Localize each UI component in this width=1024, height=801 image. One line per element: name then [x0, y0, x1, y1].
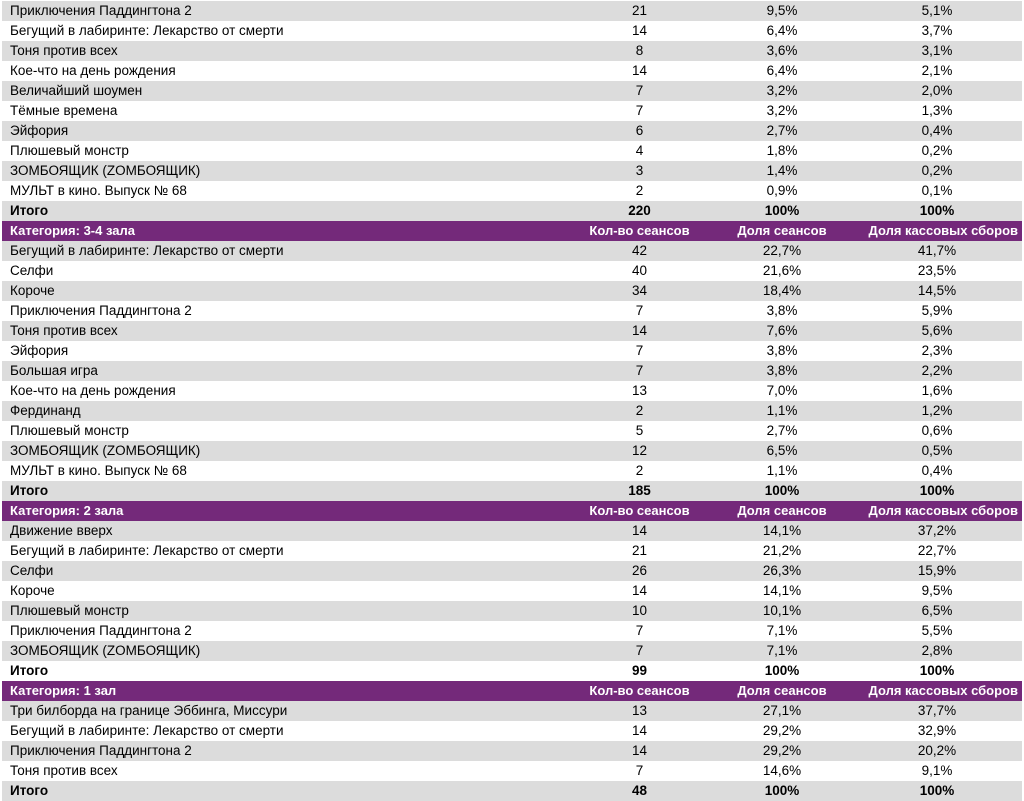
sessions-count: 40 — [631, 263, 648, 278]
table-row — [2, 421, 1022, 441]
column-header-sessions: Кол-во сеансов — [589, 503, 690, 518]
session-share: 7,6% — [766, 323, 798, 338]
session-share: 27,1% — [762, 703, 802, 718]
session-share: 7,0% — [766, 383, 798, 398]
session-share: 3,8% — [766, 343, 798, 358]
table-row — [2, 261, 1022, 281]
box-office-share: 41,7% — [917, 243, 957, 258]
session-share: 7,1% — [766, 643, 798, 658]
film-title: Большая игра — [10, 363, 98, 378]
film-title: ЗОМБОЯЩИК (ZОМБОЯЩИК) — [10, 163, 201, 178]
box-office-share: 2,3% — [921, 343, 953, 358]
sessions-count: 14 — [631, 323, 648, 338]
box-office-share: 20,2% — [917, 743, 957, 758]
category-title: Категория: 2 зала — [10, 503, 124, 518]
film-title: Приключения Паддингтона 2 — [10, 623, 192, 638]
sessions-count: 14 — [631, 743, 648, 758]
session-share: 2,7% — [766, 423, 798, 438]
session-share: 22,7% — [762, 243, 802, 258]
category-title: Категория: 3-4 зала — [10, 223, 135, 238]
table-row — [2, 321, 1022, 341]
film-title: Бегущий в лабиринте: Лекарство от смерти — [10, 723, 284, 738]
column-header-box-office-share: Доля кассовых сборов — [868, 223, 1018, 238]
film-title: Величайший шоумен — [10, 83, 143, 98]
sessions-count: 6 — [635, 123, 644, 138]
session-share: 6,4% — [766, 63, 798, 78]
box-office-share: 0,6% — [921, 423, 953, 438]
film-title: ЗОМБОЯЩИК (ZОМБОЯЩИК) — [10, 643, 201, 658]
sessions-count: 7 — [635, 623, 644, 638]
box-office-share: 6,5% — [921, 603, 953, 618]
total-label: Итого — [10, 663, 49, 678]
total-sessions: 185 — [628, 483, 651, 498]
category-header — [2, 501, 1022, 521]
category-header — [2, 681, 1022, 701]
film-title: Бегущий в лабиринте: Лекарство от смерти — [10, 23, 284, 38]
box-office-share: 1,2% — [921, 403, 953, 418]
film-title: Приключения Паддингтона 2 — [10, 303, 192, 318]
table-row — [2, 181, 1022, 201]
table-row — [2, 361, 1022, 381]
sessions-count: 7 — [635, 83, 644, 98]
table-row — [2, 141, 1022, 161]
box-office-share: 22,7% — [917, 543, 957, 558]
table-row — [2, 401, 1022, 421]
column-header-session-share: Доля сеансов — [737, 503, 827, 518]
sessions-count: 42 — [631, 243, 648, 258]
film-title: Приключения Паддингтона 2 — [10, 743, 192, 758]
table-row — [2, 721, 1022, 741]
film-title: Приключения Паддингтона 2 — [10, 3, 192, 18]
sessions-count: 2 — [635, 403, 644, 418]
film-title: Фердинанд — [10, 403, 81, 418]
table-row — [2, 581, 1022, 601]
table-row — [2, 621, 1022, 641]
session-share: 0,9% — [766, 183, 798, 198]
sessions-count: 7 — [635, 363, 644, 378]
sessions-count: 2 — [635, 183, 644, 198]
sessions-count: 8 — [635, 43, 644, 58]
box-office-share: 2,0% — [921, 83, 953, 98]
table-row — [2, 41, 1022, 61]
film-title: МУЛЬТ в кино. Выпуск № 68 — [10, 463, 187, 478]
total-box-office-share: 100% — [919, 663, 955, 678]
session-share: 18,4% — [762, 283, 802, 298]
total-session-share: 100% — [764, 783, 800, 798]
table-row — [2, 161, 1022, 181]
total-sessions: 220 — [628, 203, 651, 218]
table-row — [2, 101, 1022, 121]
session-share: 14,6% — [762, 763, 802, 778]
total-row — [2, 481, 1022, 501]
session-share: 21,6% — [762, 263, 802, 278]
table-row — [2, 741, 1022, 761]
table-row — [2, 441, 1022, 461]
sessions-count: 13 — [631, 703, 648, 718]
film-title: Движение вверх — [10, 523, 113, 538]
film-title: Бегущий в лабиринте: Лекарство от смерти — [10, 243, 284, 258]
box-office-share: 0,1% — [921, 183, 953, 198]
table-row — [2, 641, 1022, 661]
film-title: Эйфория — [10, 343, 69, 358]
total-box-office-share: 100% — [919, 783, 955, 798]
box-office-share: 32,9% — [917, 723, 957, 738]
film-title: Короче — [10, 583, 55, 598]
total-sessions: 48 — [631, 783, 648, 798]
category-title: Категория: 1 зал — [10, 683, 117, 698]
session-share: 3,8% — [766, 303, 798, 318]
film-title: Короче — [10, 283, 55, 298]
session-share: 2,7% — [766, 123, 798, 138]
box-office-table — [2, 0, 1022, 801]
box-office-share: 3,7% — [921, 23, 953, 38]
table-row — [2, 561, 1022, 581]
table-row — [2, 301, 1022, 321]
box-office-share: 2,1% — [921, 63, 953, 78]
session-share: 7,1% — [766, 623, 798, 638]
film-title: Тоня против всех — [10, 43, 118, 58]
sessions-count: 7 — [635, 763, 644, 778]
box-office-share: 0,4% — [921, 123, 953, 138]
film-title: Кое-что на день рождения — [10, 63, 176, 78]
sessions-count: 7 — [635, 643, 644, 658]
session-share: 29,2% — [762, 743, 802, 758]
sessions-count: 7 — [635, 103, 644, 118]
total-label: Итого — [10, 203, 49, 218]
box-office-share: 9,5% — [921, 583, 953, 598]
session-share: 21,2% — [762, 543, 802, 558]
sessions-count: 2 — [635, 463, 644, 478]
film-title: ЗОМБОЯЩИК (ZОМБОЯЩИК) — [10, 443, 201, 458]
session-share: 3,2% — [766, 83, 798, 98]
total-box-office-share: 100% — [919, 483, 955, 498]
total-row — [2, 781, 1022, 801]
box-office-share: 2,8% — [921, 643, 953, 658]
film-title: Плюшевый монстр — [10, 603, 129, 618]
sessions-count: 4 — [635, 143, 644, 158]
session-share: 10,1% — [762, 603, 802, 618]
sessions-count: 21 — [631, 3, 648, 18]
table-row — [2, 521, 1022, 541]
film-title: Тоня против всех — [10, 323, 118, 338]
sessions-count: 14 — [631, 63, 648, 78]
sessions-count: 26 — [631, 563, 648, 578]
sessions-count: 34 — [631, 283, 648, 298]
sessions-count: 13 — [631, 383, 648, 398]
film-title: Селфи — [10, 563, 54, 578]
box-office-share: 2,2% — [921, 363, 953, 378]
box-office-share: 5,1% — [921, 3, 953, 18]
table-row — [2, 761, 1022, 781]
column-header-box-office-share: Доля кассовых сборов — [868, 503, 1018, 518]
table-row — [2, 461, 1022, 481]
column-header-session-share: Доля сеансов — [737, 683, 827, 698]
sessions-count: 3 — [635, 163, 644, 178]
column-header-session-share: Доля сеансов — [737, 223, 827, 238]
film-title: Три билборда на границе Эббинга, Миссури — [10, 703, 288, 718]
sessions-count: 5 — [635, 423, 644, 438]
box-office-share: 23,5% — [917, 263, 957, 278]
table-row — [2, 1, 1022, 21]
total-label: Итого — [10, 783, 49, 798]
session-share: 26,3% — [762, 563, 802, 578]
table-row — [2, 21, 1022, 41]
column-header-sessions: Кол-во сеансов — [589, 683, 690, 698]
table-row — [2, 541, 1022, 561]
sessions-count: 7 — [635, 303, 644, 318]
sessions-count: 7 — [635, 343, 644, 358]
session-share: 3,6% — [766, 43, 798, 58]
session-share: 3,8% — [766, 363, 798, 378]
total-session-share: 100% — [764, 203, 800, 218]
session-share: 6,4% — [766, 23, 798, 38]
box-office-share: 5,6% — [921, 323, 953, 338]
session-share: 1,1% — [766, 403, 798, 418]
total-sessions: 99 — [631, 663, 648, 678]
session-share: 6,5% — [766, 443, 798, 458]
table-row — [2, 701, 1022, 721]
box-office-share: 14,5% — [917, 283, 957, 298]
box-office-share: 0,2% — [921, 163, 953, 178]
box-office-share: 0,2% — [921, 143, 953, 158]
film-title: Плюшевый монстр — [10, 143, 129, 158]
table-row — [2, 241, 1022, 261]
film-title: Селфи — [10, 263, 54, 278]
sessions-count: 10 — [631, 603, 648, 618]
session-share: 14,1% — [762, 523, 802, 538]
film-title: Плюшевый монстр — [10, 423, 129, 438]
session-share: 1,4% — [766, 163, 798, 178]
table-row — [2, 381, 1022, 401]
box-office-share: 37,2% — [917, 523, 957, 538]
total-session-share: 100% — [764, 663, 800, 678]
total-label: Итого — [10, 483, 49, 498]
film-title: Тоня против всех — [10, 763, 118, 778]
sessions-count: 14 — [631, 523, 648, 538]
table-row — [2, 601, 1022, 621]
table-row — [2, 61, 1022, 81]
sessions-count: 14 — [631, 723, 648, 738]
box-office-share: 1,6% — [921, 383, 953, 398]
session-share: 14,1% — [762, 583, 802, 598]
session-share: 29,2% — [762, 723, 802, 738]
box-office-share: 5,5% — [921, 623, 953, 638]
film-title: Кое-что на день рождения — [10, 383, 176, 398]
sessions-count: 14 — [631, 583, 648, 598]
box-office-share: 37,7% — [917, 703, 957, 718]
table-row — [2, 281, 1022, 301]
column-header-sessions: Кол-во сеансов — [589, 223, 690, 238]
category-header — [2, 221, 1022, 241]
box-office-share: 3,1% — [921, 43, 953, 58]
session-share: 9,5% — [766, 3, 798, 18]
table-row — [2, 81, 1022, 101]
table-row — [2, 341, 1022, 361]
box-office-share: 0,5% — [921, 443, 953, 458]
box-office-share: 15,9% — [917, 563, 957, 578]
film-title: Эйфория — [10, 123, 69, 138]
film-title: Тёмные времена — [10, 103, 118, 118]
session-share: 1,8% — [766, 143, 798, 158]
table-row — [2, 121, 1022, 141]
box-office-share: 0,4% — [921, 463, 953, 478]
total-row — [2, 201, 1022, 221]
column-header-box-office-share: Доля кассовых сборов — [868, 683, 1018, 698]
film-title: МУЛЬТ в кино. Выпуск № 68 — [10, 183, 187, 198]
sessions-count: 21 — [631, 543, 648, 558]
total-box-office-share: 100% — [919, 203, 955, 218]
total-session-share: 100% — [764, 483, 800, 498]
film-title: Бегущий в лабиринте: Лекарство от смерти — [10, 543, 284, 558]
box-office-share: 1,3% — [921, 103, 953, 118]
total-row — [2, 661, 1022, 681]
session-share: 1,1% — [766, 463, 798, 478]
box-office-share: 5,9% — [921, 303, 953, 318]
box-office-share: 9,1% — [921, 763, 953, 778]
session-share: 3,2% — [766, 103, 798, 118]
sessions-count: 12 — [631, 443, 648, 458]
sessions-count: 14 — [631, 23, 648, 38]
